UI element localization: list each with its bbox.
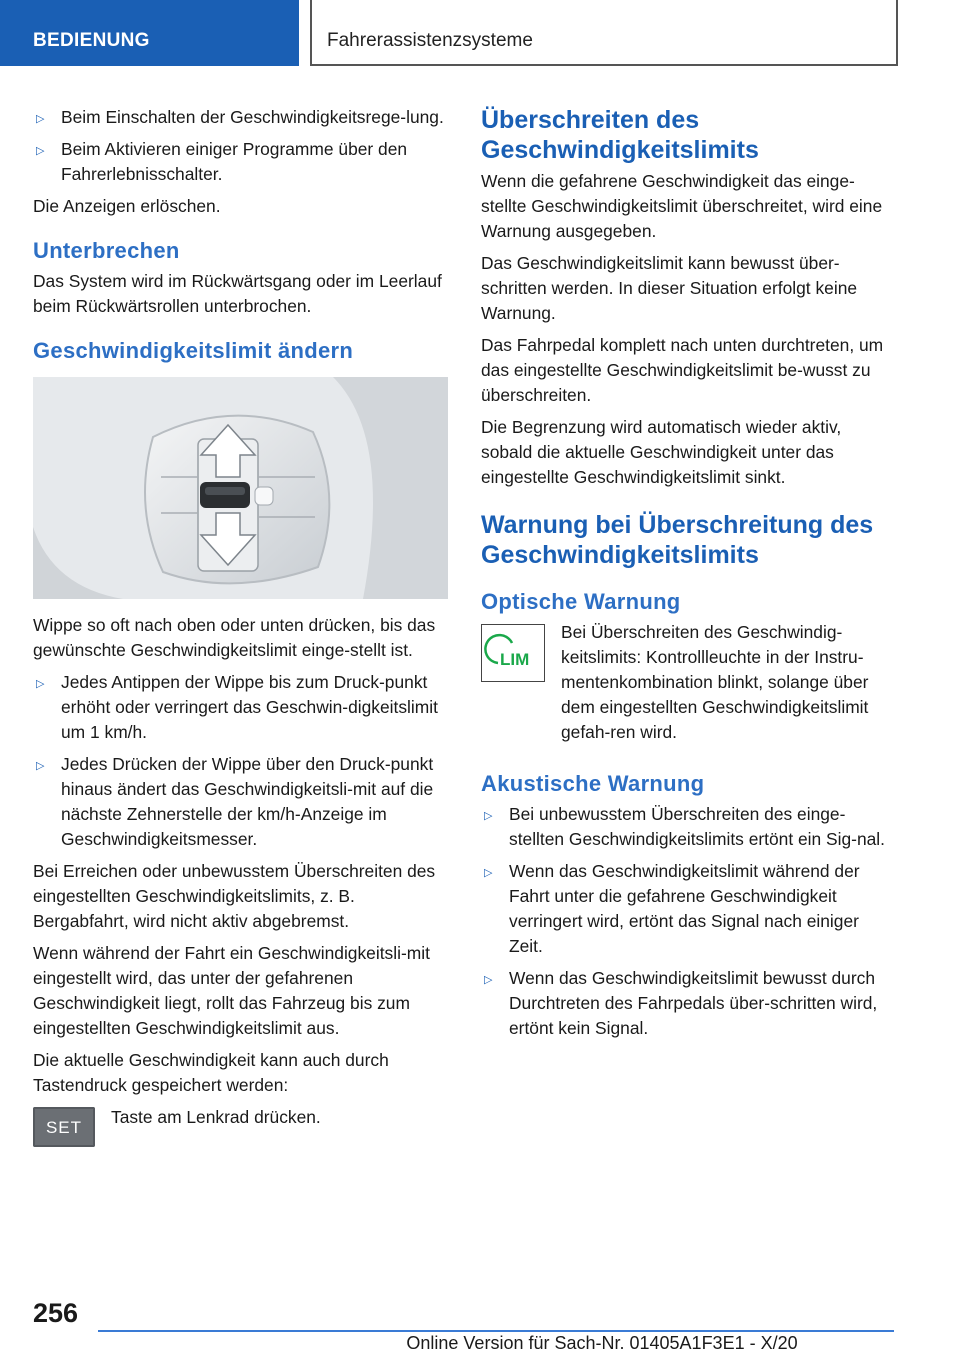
triangle-bullet-icon: ▷	[484, 810, 493, 822]
footer-divider	[98, 1330, 894, 1332]
heading-warnung: Warnung bei Überschreitung des Geschwindigkeitslimits	[481, 511, 874, 569]
heading-optische-warnung: Optische Warnung	[481, 589, 681, 614]
chapter-title: Fahrerassistenzsysteme	[327, 30, 533, 51]
paragraph: Das Fahrpedal komplett nach unten durchtreten, um das eingestellte Geschwindigkeitslimit be-wusst zu überschreiten.	[481, 335, 884, 405]
section-tab	[0, 0, 299, 66]
steering-wheel-rocker-photo	[33, 377, 448, 599]
paragraph: Die Begrenzung wird automatisch wieder aktiv, sobald die aktuelle Geschwindigkeit unter das eingestellte Geschwindigkeitslimit sinkt.	[481, 417, 842, 487]
lim-label: LIM	[500, 650, 530, 669]
triangle-bullet-icon: ▷	[484, 974, 493, 986]
bullet-list-akustisch	[481, 802, 896, 1041]
footer-version-text: Online Version für Sach-Nr. 01405A1F3E1 - X/20	[406, 1333, 798, 1353]
paragraph: Bei Überschreiten des Geschwindig-keitslimits: Kontrollleuchte in der Instru-mentenkombination blinkt, solange über dem eingestellten Geschwindigkeitslimit gefah-ren wird.	[561, 622, 869, 742]
paragraph: Die Anzeigen erlöschen.	[33, 196, 221, 216]
paragraph: Wippe so oft nach oben oder unten drücken, bis das gewünschte Geschwindigkeitslimit einge-stellt ist.	[33, 615, 436, 660]
paragraph: Das System wird im Rückwärtsgang oder im Leerlauf beim Rückwärtsrollen unterbrochen.	[33, 271, 442, 316]
list-item: ▷ Beim Aktivieren einiger Programme über den Fahrerlebnisschalter.	[36, 139, 408, 184]
set-key-row	[33, 1105, 448, 1147]
chapter-tab	[310, 0, 898, 66]
right-column	[481, 105, 896, 1048]
paragraph: Das Geschwindigkeitslimit kann bewusst über-schritten werden. In dieser Situation erfolgt keine Warnung.	[481, 253, 858, 323]
set-key-icon: SET	[33, 1107, 95, 1147]
page-number: 256	[33, 1298, 79, 1328]
triangle-bullet-icon: ▷	[36, 678, 45, 690]
list-item: ▷ Jedes Drücken der Wippe über den Druck-punkt hinaus ändert das Geschwindigkeitsli-mit auf die nächste Zehnerstelle der km/h-Anzeige im Geschwindigkeitsmesser.	[36, 754, 434, 849]
left-column	[33, 105, 448, 1147]
steering-wheel-illustration	[33, 377, 448, 599]
paragraph: Die aktuelle Geschwindigkeit kann auch durch Tastendruck gespeichert werden:	[33, 1050, 389, 1095]
heading-limit-aendern: Geschwindigkeitslimit ändern	[33, 338, 354, 363]
bullet-list-top	[33, 105, 448, 187]
triangle-bullet-icon: ▷	[36, 760, 45, 772]
list-item: ▷ Jedes Antippen der Wippe bis zum Druck-punkt erhöht oder verringert das Geschwin-digkeitslimit um 1 km/h.	[36, 672, 438, 742]
lim-indicator-icon	[481, 624, 545, 682]
heading-unterbrechen: Unterbrechen	[33, 238, 180, 263]
heading-akustische-warnung: Akustische Warnung	[481, 771, 705, 796]
triangle-bullet-icon: ▷	[36, 113, 45, 125]
lim-indicator-row	[481, 620, 896, 752]
paragraph: Wenn während der Fahrt ein Geschwindigkeitsli-mit eingestellt wird, das unter der gefahrenen Geschwindigkeit liegt, rollt das Fahrzeug bis zum eingestellten Geschwindigkeitslimit aus.	[33, 943, 430, 1038]
section-title: BEDIENUNG	[33, 30, 150, 51]
paragraph: Wenn die gefahrene Geschwindigkeit das einge-stellte Geschwindigkeitslimit überschreitet, wird eine Warnung ausgegeben.	[481, 171, 883, 241]
heading-ueberschreiten: Überschreiten des Geschwindigkeitslimits	[481, 106, 759, 164]
bullet-list-wippe	[33, 670, 448, 852]
triangle-bullet-icon: ▷	[484, 867, 493, 879]
paragraph: Bei Erreichen oder unbewusstem Überschreiten des eingestellten Geschwindigkeitslimits, z. B. Bergabfahrt, wird nicht aktiv abgebremst.	[33, 861, 436, 931]
list-item: ▷ Wenn das Geschwindigkeitslimit während der Fahrt unter die gefahrene Geschwindigkeit verringert wird, ertönt das Signal nach einiger Zeit.	[484, 861, 860, 956]
triangle-bullet-icon: ▷	[36, 145, 45, 157]
paragraph: Taste am Lenkrad drücken.	[111, 1107, 321, 1127]
list-item: ▷ Beim Einschalten der Geschwindigkeitsrege-lung.	[33, 105, 448, 130]
list-item: ▷ Wenn das Geschwindigkeitslimit bewusst durch Durchtreten des Fahrpedals über-schritten wird, ertönt kein Signal.	[484, 968, 878, 1038]
list-item: ▷ Bei unbewusstem Überschreiten des einge-stellten Geschwindigkeitslimits ertönt ein Sig-nal.	[484, 804, 885, 849]
